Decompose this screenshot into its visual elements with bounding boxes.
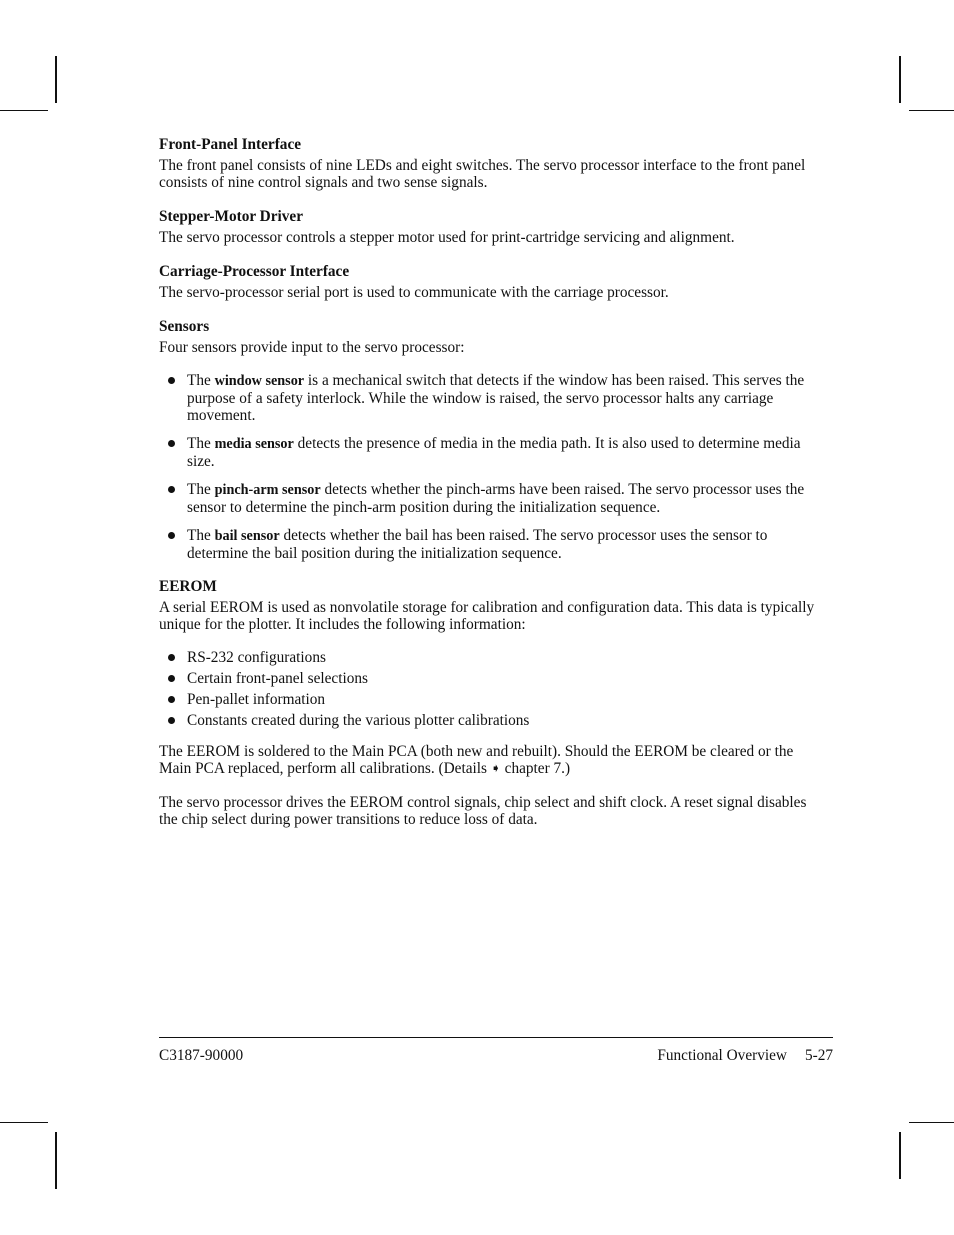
section-title: Functional Overview xyxy=(657,1047,787,1064)
crop-mark-bottom-left-horizontal xyxy=(0,1122,48,1123)
eerom-heading: EEROM xyxy=(159,578,217,595)
list-item: Pen-pallet information xyxy=(159,691,819,708)
crop-mark-top-left-vertical xyxy=(55,56,57,103)
eerom-control-text: The servo processor drives the EEROM control signals, chip select and shift clock. A reset signal disables the chip select during power transitions to reduce loss of data. xyxy=(159,794,807,828)
sensors-heading: Sensors xyxy=(159,318,210,335)
bullet-icon xyxy=(168,717,175,724)
crop-mark-top-left-horizontal xyxy=(0,110,48,111)
crop-mark-top-right-horizontal xyxy=(909,110,954,111)
stepper-text: The servo processor controls a stepper motor used for print-cartridge servicing and alignment. xyxy=(159,229,735,246)
bullet-icon xyxy=(168,486,175,493)
arrow-right-icon: ➧ xyxy=(490,761,501,775)
sensor-term: bail sensor xyxy=(214,528,280,544)
carriage-heading: Carriage-Processor Interface xyxy=(159,263,350,280)
doc-number: C3187-90000 xyxy=(159,1047,244,1064)
bullet-icon xyxy=(168,440,175,447)
list-item: The pinch-arm sensor detects whether the pinch-arms have been raised. The servo processor uses the sensor to determine the pinch-arm position during the initialization sequence. xyxy=(159,481,819,516)
list-item: The media sensor detects the presence of media in the media path. It is also used to determine media size. xyxy=(159,435,819,470)
sensor-term: window sensor xyxy=(214,373,305,389)
front-panel-text: The front panel consists of nine LEDs and eight switches. The servo processor interface to the front panel consists of nine control signals and two sense signals. xyxy=(159,157,806,191)
eerom-soldered-text: The EEROM is soldered to the Main PCA (both new and rebuilt). Should the EEROM be cleared or the Main PCA replaced, perform all calibrations. (Details ➧ chapter 7.) xyxy=(159,743,794,777)
crop-mark-bottom-right-vertical xyxy=(899,1132,901,1179)
bullet-icon xyxy=(168,675,175,682)
list-item: Constants created during the various plotter calibrations xyxy=(159,712,819,729)
crop-mark-bottom-left-vertical xyxy=(55,1132,57,1189)
page-number: 5-27 xyxy=(804,1047,833,1064)
bullet-icon xyxy=(168,532,175,539)
page-footer-right xyxy=(657,1047,833,1065)
eerom-intro: A serial EEROM is used as nonvolatile storage for calibration and configuration data. This data is typically unique for the plotter. It includes the following information: xyxy=(159,599,815,633)
eerom-info-list xyxy=(159,649,819,729)
list-item: Certain front-panel selections xyxy=(159,670,819,687)
bullet-icon xyxy=(168,696,175,703)
list-item: The window sensor is a mechanical switch that detects if the window has been raised. This serves the purpose of a safety interlock. While the window is raised, the servo processor halts any carriage movement. xyxy=(159,372,819,424)
bullet-icon xyxy=(168,654,175,661)
carriage-text: The servo-processor serial port is used to communicate with the carriage processor. xyxy=(159,284,669,301)
sensors-intro: Four sensors provide input to the servo processor: xyxy=(159,339,465,356)
sensor-term: pinch-arm sensor xyxy=(214,482,321,498)
stepper-heading: Stepper-Motor Driver xyxy=(159,208,303,225)
sensor-term: media sensor xyxy=(214,436,294,452)
page-content xyxy=(159,136,819,845)
front-panel-heading: Front-Panel Interface xyxy=(159,136,302,153)
list-item: The bail sensor detects whether the bail has been raised. The servo processor uses the sensor to determine the bail position during the initialization sequence. xyxy=(159,527,819,562)
crop-mark-bottom-right-horizontal xyxy=(909,1122,954,1123)
bullet-icon xyxy=(168,377,175,384)
crop-mark-top-right-vertical xyxy=(899,56,901,103)
sensors-list xyxy=(159,372,819,562)
list-item: RS-232 configurations xyxy=(159,649,819,666)
footer-divider xyxy=(159,1037,833,1038)
